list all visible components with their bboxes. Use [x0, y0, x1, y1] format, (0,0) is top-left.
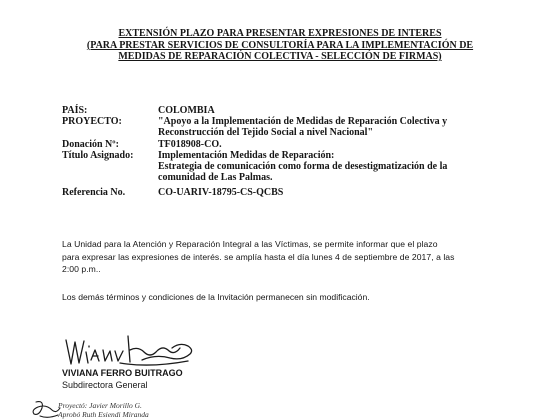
- title-line-2: (PARA PRESTAR SERVICIOS DE CONSULTORÍA PARA LA IMPLEMENTACIÓN DE: [86, 39, 474, 51]
- handwritten-signature: [60, 330, 200, 368]
- field-titulo-label: Título Asignado:: [62, 150, 134, 161]
- body-paragraph: [62, 238, 532, 276]
- field-titulo-line-3: comunidad de Las Palmas.: [158, 172, 273, 183]
- footer-line-1: Proyectó: Javier Morillo G.: [58, 401, 142, 410]
- body-line-3: 2:00 p.m..: [62, 264, 101, 274]
- signer-role: Subdirectora General: [62, 380, 148, 390]
- body-line-2: para expresar las expresiones de interés. se amplía hasta el día lunes 4 de septiembre de 2017, a las: [62, 251, 455, 262]
- field-titulo: [62, 150, 532, 183]
- field-referencia-value: CO-UARIV-18795-CS-QCBS: [158, 187, 284, 198]
- field-titulo-line-2: Estrategia de comunicación como forma de desestigmatización de la: [158, 161, 448, 172]
- body-line-1: La Unidad para la Atención y Reparación Integral a las Víctimas, se permite informar que el plazo: [62, 239, 438, 249]
- field-referencia-label: Referencia No.: [62, 187, 126, 198]
- field-referencia: [62, 187, 532, 198]
- project-fields: [62, 105, 532, 198]
- field-donacion: [62, 139, 532, 150]
- field-donacion-value: TF018908-CO.: [158, 139, 222, 150]
- title-line-1: EXTENSIÓN PLAZO PARA PRESENTAR EXPRESIONES DE INTERES: [118, 28, 442, 39]
- field-pais: [62, 105, 532, 116]
- document-title: [60, 28, 500, 63]
- field-titulo-line-1: Implementación Medidas de Reparación:: [158, 150, 335, 161]
- field-pais-value: COLOMBIA: [158, 105, 215, 116]
- signer-name: VIVIANA FERRO BUITRAGO: [62, 368, 183, 378]
- field-pais-label: PAÍS:: [62, 105, 88, 116]
- field-donacion-label: Donación Nº:: [62, 139, 119, 150]
- field-proyecto: [62, 116, 532, 138]
- title-line-3: MEDIDAS DE REPARACIÓN COLECTIVA - SELECCIÓN DE FIRMAS): [118, 51, 442, 62]
- field-proyecto-line-2: Reconstrucción del Tejido Social a nivel Nacional": [158, 127, 373, 138]
- field-proyecto-label: PROYECTO:: [62, 116, 122, 127]
- footer-notes: [58, 401, 149, 419]
- footer-line-2: Aprobó Ruth Esiendi Miranda: [58, 410, 149, 419]
- field-proyecto-line-1: "Apoyo a la Implementación de Medidas de Reparación Colectiva y: [158, 116, 448, 127]
- closing-statement: Los demás términos y condiciones de la Invitación permanecen sin modificación.: [62, 292, 370, 302]
